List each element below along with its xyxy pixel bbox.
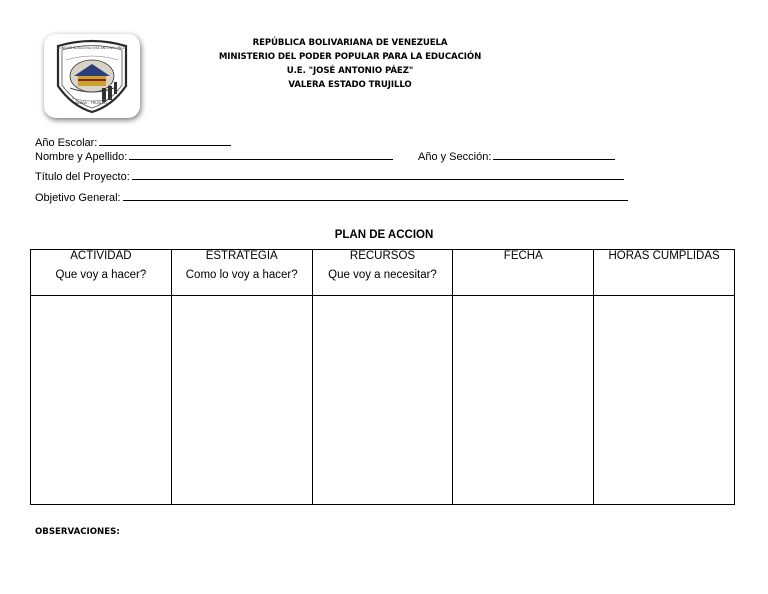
- header-line-republic: REPÚBLICA BOLIVARIANA DE VENEZUELA: [252, 38, 448, 48]
- col-actividad-subtitle: Que voy a hacer?: [55, 269, 147, 281]
- col-estrategia-title: ESTRATEGIA: [205, 250, 278, 262]
- action-plan-table: [30, 249, 735, 505]
- field-ano-escolar-label: Año Escolar:: [35, 137, 98, 149]
- field-titulo-label: Título del Proyecto:: [35, 171, 130, 183]
- cell-horas-cumplidas[interactable]: [594, 296, 735, 505]
- school-shield-emblem-icon: [50, 38, 134, 114]
- col-recursos-subtitle: Que voy a necesitar?: [328, 269, 437, 281]
- col-estrategia: [171, 250, 312, 296]
- field-ano-seccion-line[interactable]: [493, 149, 615, 160]
- col-horas-cumplidas-title: HORAS CUMPLIDAS: [608, 250, 720, 262]
- school-logo: [44, 34, 140, 118]
- header-line-school: U.E. "JOSÉ ANTONIO PÁEZ": [286, 66, 414, 76]
- cell-actividad[interactable]: [31, 296, 172, 505]
- cell-recursos[interactable]: [312, 296, 453, 505]
- field-nombre-line[interactable]: [129, 149, 393, 160]
- col-recursos: [312, 250, 453, 296]
- field-nombre: [35, 149, 393, 163]
- field-ano-escolar-line[interactable]: [99, 135, 231, 146]
- field-ano-seccion: [418, 149, 615, 163]
- col-horas-cumplidas: [594, 250, 735, 296]
- observaciones-label: OBSERVACIONES:: [35, 527, 120, 537]
- col-actividad: [31, 250, 172, 296]
- field-objetivo-label: Objetivo General:: [35, 192, 121, 204]
- header-line-ministry: MINISTERIO DEL PODER POPULAR PARA LA EDUCACIÓN: [218, 52, 482, 62]
- field-ano-seccion-label: Año y Sección:: [418, 151, 492, 163]
- col-fecha-title: FECHA: [503, 250, 543, 262]
- logo-top-text: UNIDAD EDUCATIVA JOSÉ ANTONIO PÁEZ: [59, 46, 125, 50]
- logo-bottom-text: VALERA - TRUJILLO: [73, 101, 107, 105]
- field-nombre-label: Nombre y Apellido:: [35, 151, 128, 163]
- field-titulo: [35, 169, 624, 183]
- col-estrategia-subtitle: Como lo voy a hacer?: [185, 269, 298, 281]
- col-fecha: [453, 250, 594, 296]
- table-header-row: [31, 250, 735, 296]
- cell-fecha[interactable]: [453, 296, 594, 505]
- field-objetivo: [35, 190, 628, 204]
- field-objetivo-line[interactable]: [123, 190, 628, 201]
- field-titulo-line[interactable]: [132, 169, 624, 180]
- col-recursos-title: RECURSOS: [349, 250, 416, 262]
- field-ano-escolar: [35, 135, 231, 149]
- institution-header: [200, 36, 500, 92]
- table-row: [31, 296, 735, 505]
- header-line-location: VALERA ESTADO TRUJILLO: [288, 80, 412, 90]
- col-actividad-title: ACTIVIDAD: [70, 250, 132, 262]
- cell-estrategia[interactable]: [171, 296, 312, 505]
- plan-title: PLAN DE ACCION: [334, 229, 434, 241]
